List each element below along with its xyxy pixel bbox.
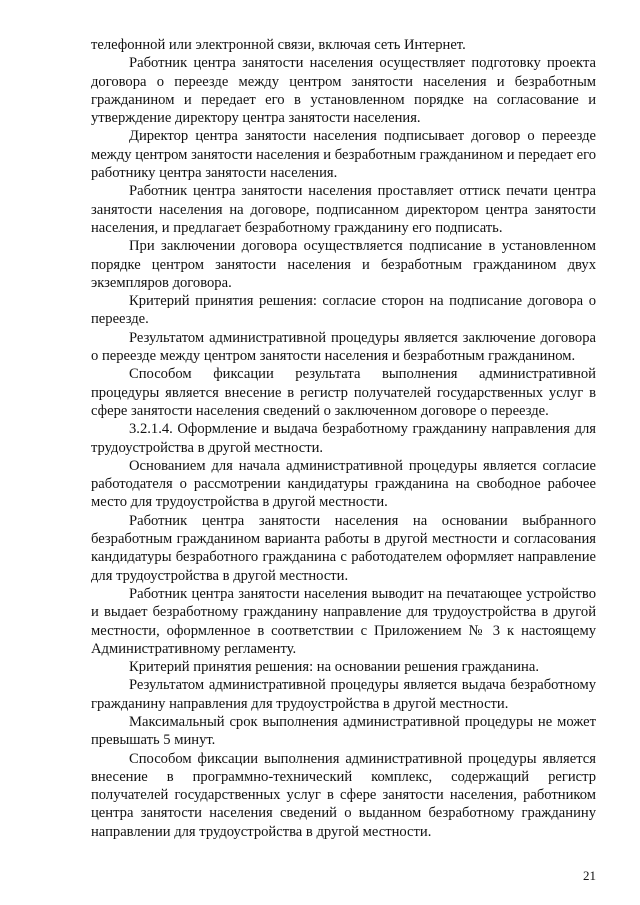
paragraph-4: Работник центра занятости населения проставляет оттиск печати центра занятости населения на договоре, подписанном директором центра занятости населения, и предлагает безработному гражданину его подписать. <box>91 183 596 236</box>
document-body <box>91 36 596 841</box>
paragraph-3: Директор центра занятости населения подписывает договор о переезде между центром занятости населения и безработным гражданином и передает его работнику центра занятости населения. <box>91 128 596 182</box>
paragraph-1: телефонной или электронной связи, включая сеть Интернет. <box>91 37 466 53</box>
paragraph-11: Работник центра занятости населения на основании выбранного безработным гражданином варианта работы в другой местности и согласования кандидатуры безработного гражданина с работодателем оформляет направление для трудоустройства в другой местности. <box>91 512 596 584</box>
page-number: 21 <box>583 868 596 883</box>
section-heading-3-2-1-4: 3.2.1.4. Оформление и выдача безработному гражданину направления для трудоустройства в другой местности. <box>91 421 596 456</box>
paragraph-12: Работник центра занятости населения выводит на печатающее устройство и выдает безработному гражданину направление для трудоустройства в другой местности, оформленное в соответствии с Приложением № 3 к настоящему Административному регламенту. <box>91 585 596 657</box>
paragraph-7: Результатом административной процедуры является заключение договора о переезде между центром занятости населения и безработным гражданином. <box>91 329 596 365</box>
paragraph-5: При заключении договора осуществляется подписание в установленном порядке центром занятости населения и безработным гражданином двух экземпляров договора. <box>91 238 596 291</box>
paragraph-10: Основанием для начала административной процедуры является согласие работодателя о рассмотрении кандидатуры гражданина на свободное рабочее место для трудоустройства в другой местности. <box>91 457 596 511</box>
paragraph-13: Критерий принятия решения: на основании решения гражданина. <box>129 659 539 676</box>
paragraph-2: Работник центра занятости населения осуществляет подготовку проекта договора о переезде между центром занятости населения и безработным гражданином и передает его в установленном порядке на согласование и утверждение директору центра занятости населения. <box>91 55 596 127</box>
paragraph-15: Максимальный срок выполнения административной процедуры не может превышать 5 минут. <box>91 713 596 749</box>
paragraph-6: Критерий принятия решения: согласие сторон на подписание договора о переезде. <box>91 293 596 328</box>
paragraph-8: Способом фиксации результата выполнения административной процедуры является внесение в регистр получателей государственных услуг в сфере занятости населения сведений о заключенном договоре о переезде. <box>91 366 596 419</box>
paragraph-14: Результатом административной процедуры является выдача безработному гражданину направления для трудоустройства в другой местности. <box>91 677 596 712</box>
paragraph-16: Способом фиксации выполнения административной процедуры является внесение в программно-технический комплекс, содержащий регистр получателей государственных услуг в сфере занятости населения, работником центра занятости населения сведений о выданном безработному гражданину направлении для трудоустройства в другой местности. <box>91 750 596 840</box>
